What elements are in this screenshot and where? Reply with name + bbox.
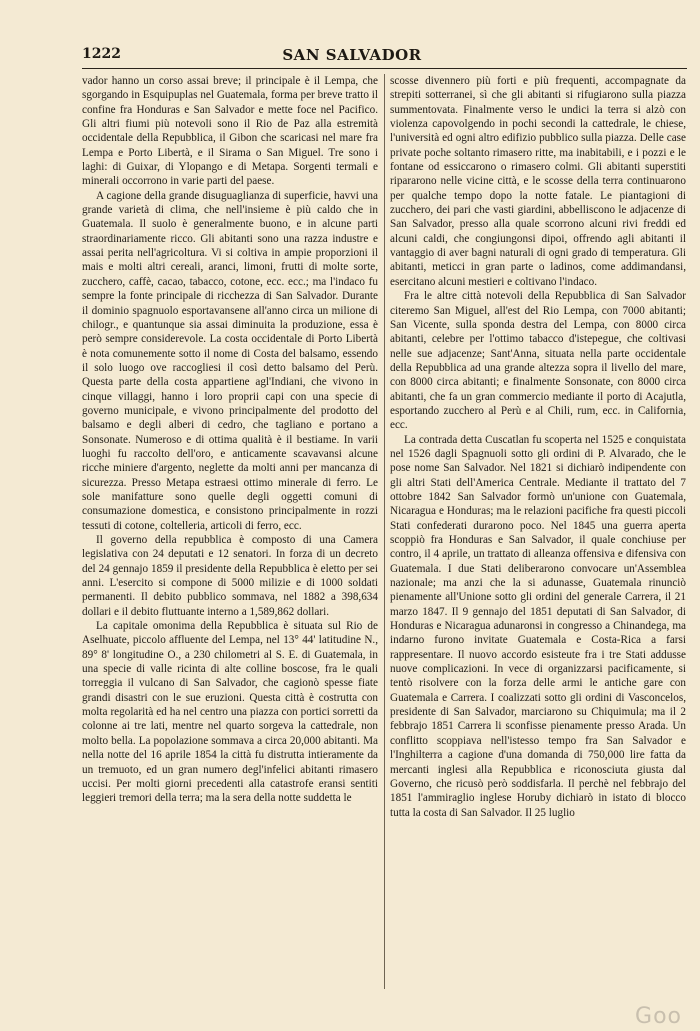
paragraph: scosse divennero più forti e più frequenti, accompagnate da strepiti sotterranei, sì che gli abitanti si rifugiarono sulla piazza summentovata. Finalmente verso le undici la terra si alzò con violenza capovolgendo in pochi secondi la cattedrale, le chiese, l'università ed ogni altro edifizio pubblico sulla piazza. Delle case private poche soltanto rimasero ritte, ma inabitabili, e i pozzi e le fontane od essiccarono o rimasero colmi. Gli abitanti superstiti ripararono nelle vicine città, e le scosse della terra continuarono per qualche tempo dopo la notte fatale. Le piantagioni di zucchero, dei pari che vasti giardini, abbelliscono le adjacenze di San Salvador, presso alla quale scorrono alcuni rivi freddi ed alcuni caldi, che congiungonsi dipoi, offrendo agli abitanti il vantaggio di aver bagni naturali di ogni grado di temperatura. Gli abitanti, meticci in gran parte o ladinos, come addimandansi, esercitano alcuni mestieri e coltivano l'indaco. <box>390 75 686 288</box>
watermark: Goo <box>635 1004 682 1029</box>
header-rule <box>82 68 687 69</box>
paragraph: La contrada detta Cuscatlan fu scoperta nel 1525 e conquistata nel 1526 dagli Spagnuoli sotto gli ordini di P. Alvarado, che le pose nome San Salvador. Nel 1821 si dichiarò indipendente con gli altri Stati dell'America Centrale. Mediante il trattato del 7 ottobre 1842 San Salvador formò un'unione con Guatemala, Nicaragua e Honduras; ma le relazioni pacifiche fra questi piccoli Stati confederati durarono poco. Nel 1845 una guerra aperta scoppiò fra Honduras e San Salvador, il quale conchiuse per contro, il 4 aprile, un trattato di alleanza offensiva e difensiva con Guatemala. I due Stati deliberarono convocare un'Assemblea nazionale; ma anzi che la si adunasse, Guatemala rinunciò pienamente all'Unione sotto gli ordini del generale Carrera, il 21 marzo 1847. Il 9 gennajo del 1851 deputati di San Salvador, di Honduras e Nicaragua adunaronsi in congresso a Chinandega, ma indarno furono invitate Guatemala e Costa-Rica a farsi rappresentare. Il nuovo accordo esisteute fra i tre Stati addusse nuove complicazioni. In vece di organizzarsi pacificamente, si tentò risolvere con la forza delle armi le antiche gare con Guatemala e Carrera. I coalizzati sotto gli ordini di Vasconcelos, presidente di San Salvador, marciarono su Chiquimula; ma il 2 febbrajo 1851 Carrera li sconfisse pienamente presso Arada. Un conflitto scoppiava nell'istesso tempo fra San Salvador e l'Inghilterra a cagione d'una domanda di 750,000 lire fatta da mercanti inglesi alla Repubblica e riconosciuta giusta dal Governo, che ricusò però soddisfarla. Il perchè nel febbrajo del 1851 l'ammiraglio inglese Horuby dichiarò in istato di blocco tutta la costa di San Salvador. Il 25 luglio <box>390 433 686 819</box>
paragraph: Il governo della repubblica è composto di una Camera legislativa con 24 deputati e 12 senatori. In forza di un decreto del 24 gennajo 1859 il presidente della Repubblica è eletto per sei anni. L'esercito si compone di 5000 milizie e di 1000 soldati permanenti. Il debito pubblico sommava, nel 1882 a 398,634 dollari e il debito fluttuante interno a 1,589,862 dollari. <box>82 534 378 618</box>
page-number: 1222 <box>82 46 121 62</box>
left-column <box>82 74 378 1004</box>
paragraph: Fra le altre città notevoli della Repubblica di San Salvador citeremo San Miguel, all'est del Rio Lempa, con 7000 abitanti; San Vicente, sulla sponda destra del Lempa, con 8000 circa abitanti, celebre per l'ottimo tabacco d'istepegue, che coltivasi nelle sue adjacenze; Sant'Anna, situata nella parte occidentale della Repubblica ad una grande altezza sopra il livello del mare, con 8000 circa abitanti; e finalmente Sonsonate, con 8000 circa abitanti, che fa un gran commercio mediante il porto di Acajutla, esportando zucchero al Perù e al Chili, rum, ecc. in California, ecc. <box>390 290 686 432</box>
right-column <box>390 74 686 1004</box>
paragraph: vador hanno un corso assai breve; il principale è il Lempa, che sgorgando in Esquipuplas nel Guatemala, forma per breve tratto il confine fra Honduras e San Salvador e mette foce nel Pacifico. Gli altri fiumi più notevoli sono il Rio de Paz alla estremità occidentale della Repubblica, il Gibon che scaricasi nel mare fra Lempa e Porto Libertà, e il Sirama o San Miguel. Tre sono i laghi: di Guixar, di Ylopango e di Metapa. Sorgenti termali e minerali occorrono in varie parti del paese. <box>82 75 378 188</box>
column-divider <box>384 74 385 989</box>
paragraph: A cagione della grande disuguaglianza di superficie, havvi una grande varietà di clima, che nell'insieme è più caldo che in Guatemala. Il suolo è generalmente buono, e in alcune parti straordinariamente ricco. Gli abitanti sono una razza industre e assai perita nell'agricoltura. Vi si coltiva in ampie proporzioni il mais e molti altri cereali, aranci, limoni, frutti di molte sorte, zucchero, caffè, cacao, tabacco, cotone, ecc. ecc.; ma l'indaco fu sempre la fonte principale di ricchezza di San Salvador. Durante il dominio spagnuolo esportavansene all'anno circa un milione di chilogr., e quantunque sia assai diminuita la produzione, essa è però sempre considerevole. La costa occidentale di Porto Libertà è nota comunemente sotto il nome di Costa del balsamo, essendo il solo luogo ove raccogliesi il così detto balsamo del Perù. Questa parte della costa appartiene agl'Indiani, che vivono in cinque villaggi, hanno i loro proprii capi con una specie di governo municipale, e vivono principalmente del prodotto del balsamo e degli alberi di cedro, che tagliano e portano a Sonsonate. Numeroso e di ottima qualità è il bestiame. In varii luoghi fu raccolto dell'oro, e anticamente scavavansi alcune ricche miniere d'argento, neglette da molti anni per mancanza di sicurezza. Presso Metapa estraesi ottimo minerale di ferro. Le sole manifatture sono quelle degli oggetti comuni di consumazione domestica, e consistono principalmente in rozzi tessuti di cotone, coltelleria, articoli di ferro, ecc. <box>82 189 378 532</box>
paragraph: La capitale omonima della Repubblica è situata sul Rio de Aselhuate, piccolo affluente del Lempa, nel 13° 44' latitudine N., 89° 8' longitudine O., a 230 chilometri al S. E. di Guatemala, in una specie di valle ricinta di alte colline boscose, fra le quali torreggia il vulcano di San Salvador, che cagionò spesse fiate grandi disastri con le sue eruzioni. Questa città è costrutta con molta regolarità ed ha nel centro una piazza con portici sorretti da colonne ai tre lati, mentre nel quarto sorgeva la cattedrale, non molto bella. La popolazione sommava a circa 20,000 abitanti. Ma nella notte del 16 aprile 1854 la città fu distrutta intieramente da un tremuoto, ed un gran numero degl'infelici abitanti rimasero uccisi. Per molti giorni precedenti alla catastrofe eransi sentiti leggieri tremori della terra; ma la sera della notte suddetta le <box>82 620 378 805</box>
running-title: SAN SALVADOR <box>282 46 422 64</box>
running-header <box>82 44 622 66</box>
